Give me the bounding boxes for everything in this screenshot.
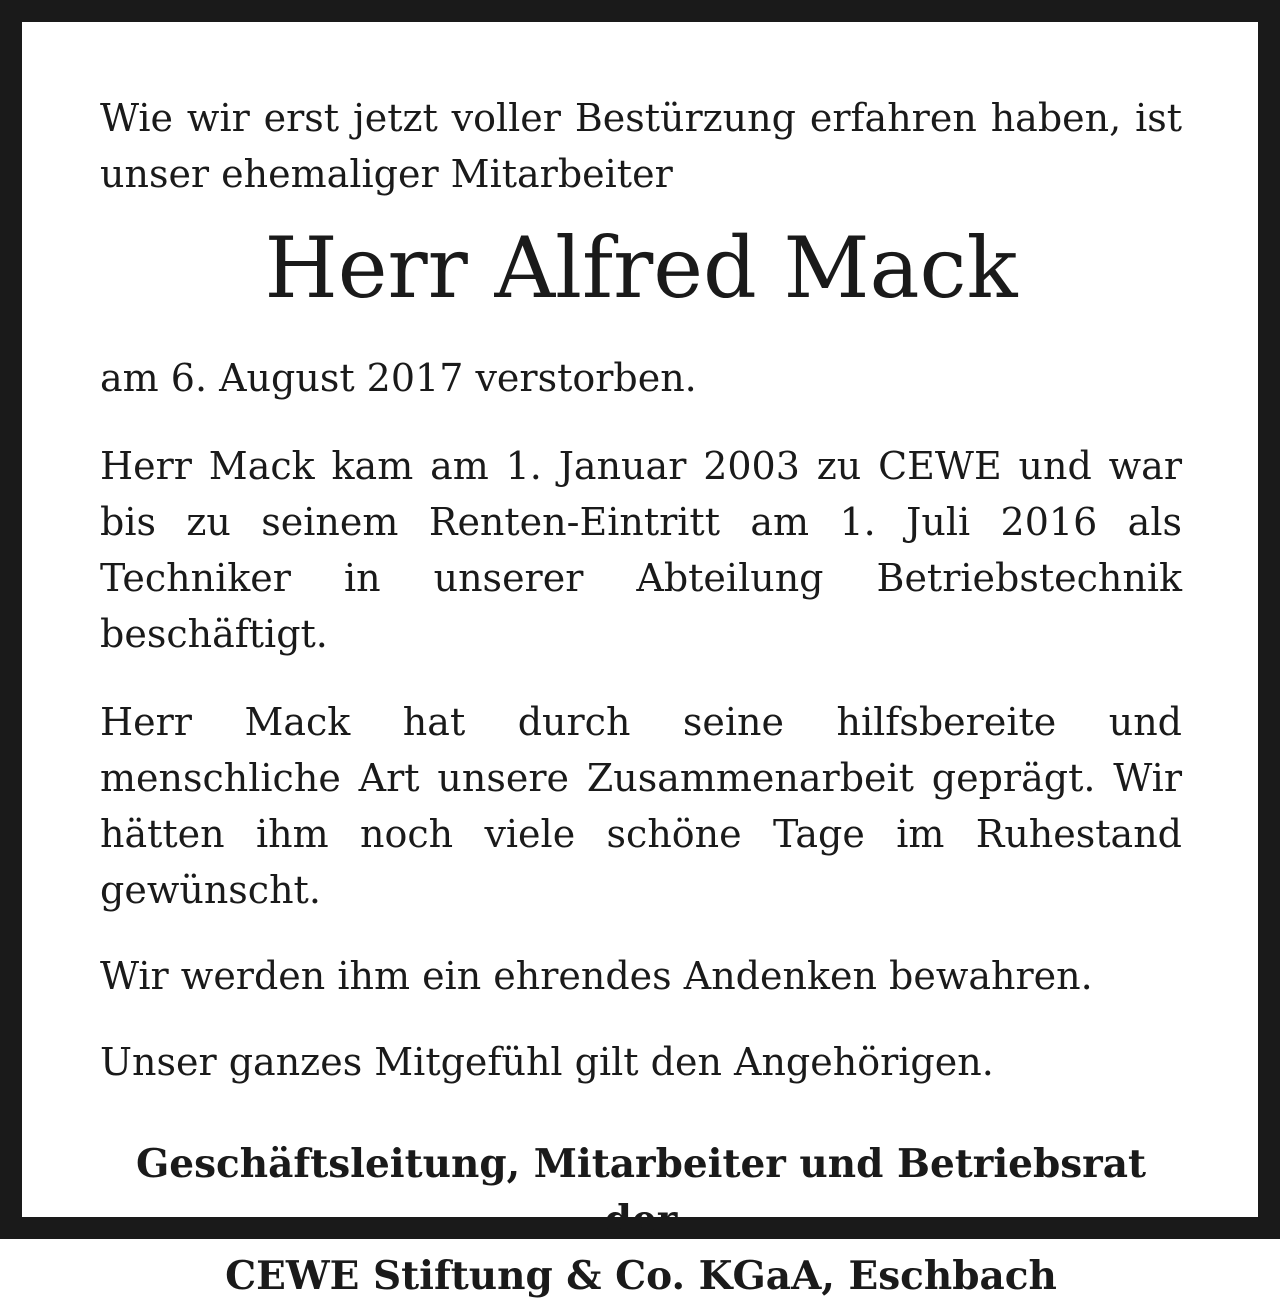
obituary-content [100, 90, 1182, 1304]
death-date-text: am 6. August 2017 verstorben. [100, 356, 697, 400]
signature-line-3: CEWE Stiftung & Co. KGaA, Eschbach [225, 1253, 1057, 1299]
signature-block [100, 1136, 1182, 1304]
character-text: Herr Mack hat durch seine hilfsbereite und menschliche Art unsere Zusammenarbeit geprägt. Wir hätten ihm noch viele schöne Tage im Ruhestand gewünscht. [100, 700, 1182, 912]
memory-text: Wir werden ihm ein ehrendes Andenken bewahren. [100, 954, 1093, 998]
career-text: Herr Mack kam am 1. Januar 2003 zu CEWE und war bis zu seinem Renten-Eintritt am 1. Juli 2016 als Techniker in unserer Abteilung Betriebstechnik beschäftigt. [100, 444, 1182, 656]
sympathy-text: Unser ganzes Mitgefühl gilt den Angehörigen. [100, 1040, 994, 1084]
intro-text: Wie wir erst jetzt voller Bestürzung erfahren haben, ist unser ehemaliger Mitarbeiter [100, 96, 1182, 196]
signature-line-2: der [604, 1197, 678, 1243]
signature-line-1: Geschäftsleitung, Mitarbeiter und Betriebsrat [135, 1141, 1147, 1187]
deceased-name: Herr Alfred Mack [264, 219, 1018, 317]
